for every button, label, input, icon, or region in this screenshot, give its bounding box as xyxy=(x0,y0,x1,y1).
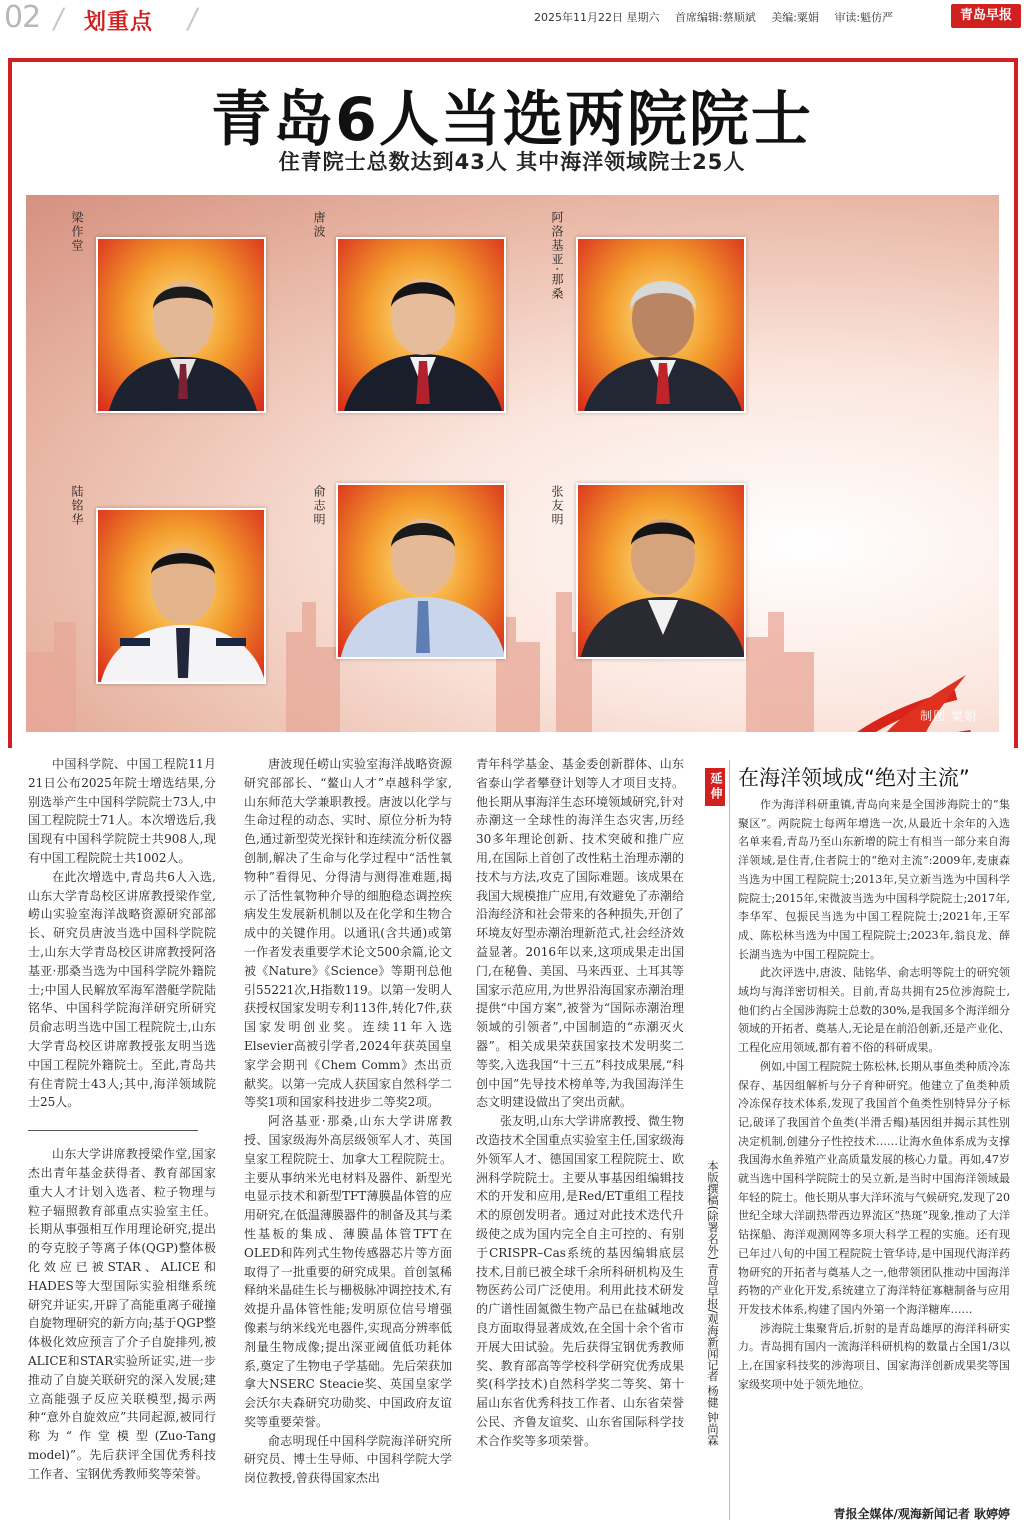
frame-top xyxy=(8,58,1018,62)
sidebar-byline: 青报全媒体/观海新闻记者 耿婷婷 xyxy=(833,1507,1010,1521)
article-paragraph: 唐波现任崂山实验室海洋战略资源研究部部长、“鳌山人才”卓越科学家,山东师范大学兼职教授。唐波以化学与生命过程的动态、实时、原位分析为特色,通过新型荧光探针和连续流分析仪器创制,解决了生命与化学过程中“活性氧物种”看得见、分得清与测得准难题,揭示了活性氧物种介导的细胞稳态调控疾病发生发展新机制以及在化学和生物合成中的关键作用。以通讯(含共通)或第一作者发表重要学术论文500余篇,论文被《Nature》《Science》等期刊总他引55221次,H指数119。以第一发明人获授权国家发明专利113件,转化7件,获国家发明创业奖。连续11年入选Elsevier高被引学者,2024年获英国皇家学会期刊《Chem Comm》杰出贡献奖。以第一完成人获国家自然科学二等奖1项和国家科技进步二等奖2项。 xyxy=(244,757,452,1110)
feature-graphic xyxy=(26,195,999,732)
sidebar-divider xyxy=(729,760,730,1520)
person-silhouette-icon xyxy=(338,239,506,413)
sidebar-paragraph: 例如,中国工程院院士陈松林,长期从事鱼类种质冷冻保存、基因组解析与分子育种研究。他建立了鱼类种质冷冻保存技术体系,发现了我国首个鱼类性别特异分子标记,破译了我国首个鱼类(半滑舌鳎)基因组并揭示其性别决定机制,创建分子性控技术……让海水鱼体系成为支撑我国海水鱼养殖产业高质量发展的核心力量。再如,47岁就当选中国科学院院士的吴立新,是当时中国海洋领域最年轻的院士。他长期从事大洋环流与气候研究,发现了20世纪全球大洋副热带西边界流区“热斑”现象,推动了大洋钻探船、海洋观测网等多项大科学工程的实施。还有现已年过八旬的中国工程院院士管华诗,是中国现代海洋药物研究的开拓者与奠基人之一,他带领团队推动中国海洋药物的产业化开发,系统建立了海洋特征寡糖制备与应用开发技术体系,构建了国内外第一个海洋糖库…… xyxy=(738,1059,1010,1316)
chief-editor: 首席编辑:蔡顺斌 xyxy=(675,11,756,24)
portrait-liang-zuotang xyxy=(96,237,266,413)
newspaper-logo: 青岛早报 xyxy=(951,4,1021,28)
headline: 青岛6人当选两院院士 xyxy=(211,85,813,155)
portrait-tang-bo xyxy=(336,237,506,413)
subheadline: 住青院士总数达到43人 其中海洋领域院士25人 xyxy=(278,150,746,174)
portrait-arokia-nathan xyxy=(576,237,746,413)
sidebar-title: 在海洋领域成“绝对主流” xyxy=(738,766,970,790)
portrait-yu-zhiming xyxy=(336,483,506,659)
person-silhouette-icon xyxy=(338,485,506,659)
portrait-zhang-youming xyxy=(576,483,746,659)
masthead xyxy=(0,0,1024,38)
person-silhouette-icon xyxy=(98,239,266,413)
article-paragraph: 中国科学院、中国工程院11月21日公布2025年院士增选结果,分别选举产生中国科学院院士73人,中国工程院院士71人。本次增选后,我国现有中国科学院院士共908人,现有中国工程院院士共1002人。 xyxy=(28,757,216,865)
person-silhouette-icon xyxy=(578,485,746,659)
person-silhouette-icon xyxy=(98,510,266,684)
article-column-2 xyxy=(244,755,452,1488)
divider-slash: / xyxy=(185,2,201,35)
portrait-lu-minghua xyxy=(96,508,266,684)
article-paragraph: 张友明,山东大学讲席教授、微生物改造技术全国重点实验室主任,国家级海外领军人才、德国国家工程院院士、欧洲科学院院士。主要从事基因组编辑技术的开发和应用,是Red/ET重组工程技术的原创发明者。通过对此技术迭代升级使之成为国内完全自主可控的、有别于CRISPR–Cas系统的基因编辑底层技术,目前已被全球千余所科研机构及生物医药公司广泛使用。利用此技术研发的广谱性固氮微生物产品已在盐碱地改良方面取得显著成效,在全国十余个省市开展大田试验。先后获得宝钢优秀教师奖、教育部高等学校科学研究优秀成果奖(科学技术)自然科学奖二等奖、第十届山东省优秀科技工作者、山东省荣誉公民、齐鲁友谊奖、山东省国际科学技术合作奖等多项荣誉。 xyxy=(476,1114,684,1448)
article-paragraph: 山东大学讲席教授梁作堂,国家杰出青年基金获得者、教育部国家重大人才计划入选者、粒子物理与粒子辐照教育部重点实验室主任。长期从事强相互作用理论研究,提出的夸克胶子等离子体(QGP)整体极化效应已被STAR、ALICE和HADES等大型国际实验相继系统研究并证实,开辟了高能重离子碰撞自旋物理研究的新方向;基于QGP整体极化效应预言了介子自旋排列,被ALICE和STAR实验所证实,进一步推动了自旋关联研究的深入发展;建立高能强子反应关联模型,揭示两种“意外自旋效应”共同起源,被同行称为“作堂模型(Zuo-Tang model)”。先后获评全国优秀科技工作者、宝钢优秀教师奖等荣誉。 xyxy=(28,1147,216,1481)
name-label-arokia-nathan: 阿洛基亚·那桑 xyxy=(550,211,564,301)
article-column-1 xyxy=(28,755,216,1483)
name-label-lu-minghua: 陆铭华 xyxy=(70,485,84,527)
name-label-liang-zuotang: 梁作堂 xyxy=(70,211,84,253)
article-paragraph: 在此次增选中,青岛共6人入选,山东大学青岛校区讲席教授梁作堂,崂山实验室海洋战略资源研究部部长、研究员唐波当选中国科学院院士,山东大学青岛校区讲席教授阿洛基亚·那桑当选为中国科学院外籍院士;中国人民解放军海军潜艇学院陆铭华、中国科学院海洋研究所研究员俞志明当选中国工程院院士,山东大学青岛校区讲席教授张友明当选中国工程院外籍院士。至此,青岛共有住青院士43人;其中,海洋领域院士25人。 xyxy=(28,869,216,1110)
sidebar-body xyxy=(738,796,1010,1395)
column-divider xyxy=(28,1130,198,1131)
graphic-credit: 制图 粟娟 xyxy=(920,709,977,723)
section-name: 划重点 xyxy=(84,10,154,35)
article-paragraph: 青年科学基金、基金委创新群体、山东省泰山学者攀登计划等人才项目支持。他长期从事海洋生态环境领域研究,针对赤潮这一全球性的海洋生态灾害,历经30多年理论创新、技术突破和推广应用,在国际上首创了改性粘土治理赤潮的技术与方法,攻克了国际难题。该成果在我国大规模推广应用,有效避免了赤潮给沿海经济和社会带来的各种损失,开创了环境友好型赤潮治理新范式,社会经济效益显著。2016年以来,这项成果走出国门,在秘鲁、美国、马来西亚、土耳其等国家示范应用,为世界沿海国家赤潮治理提供“中国方案”,被誉为“国际赤潮治理领域的引领者”,中国制造的“赤潮灭火器”。相关成果荣获国家技术发明奖二等奖,入选我国“十三五”科技成果展,“科创中国”先导技术榜单等,为我国海洋生态文明建设做出了突出贡献。 xyxy=(476,757,684,1110)
proofreader: 审读:魁仿严 xyxy=(834,11,894,24)
divider-slash: / xyxy=(51,2,67,35)
art-editor: 美编:粟娟 xyxy=(771,11,819,24)
sidebar-paragraph: 涉海院士集聚背后,折射的是青岛雄厚的海洋科研实力。青岛拥有国内一流海洋科研机构的数量占全国1/3以上,在国家科技奖的涉海项目、国家海洋创新成果奖等国家级奖项中处于领先地位。 xyxy=(738,1321,1010,1391)
article-paragraph: 俞志明现任中国科学院海洋研究所研究员、博士生导师、中国科学院大学岗位教授,曾获得国家杰出 xyxy=(244,1433,452,1486)
article-paragraph: 阿洛基亚·那桑,山东大学讲席教授、国家级海外高层级领军人才、英国皇家工程院院士、加拿大工程院院士。主要从事纳米光电材料及器件、新型光电显示技术和新型TFT薄膜晶体管的应用研究,在低温薄膜器件的制备及其与柔性基板的集成、薄膜晶体管TFT在OLED和阵列式生物传感器芯片等方面取得了一批重要的研究成果。首创氢稀释纳米晶硅生长与栅极脉冲调控技术,有效提升晶体管性能;发明原位信号增强像素与纳米线光电器件,实现高分辨率低剂量生物成像;提出深亚阈值低功耗体系,奠定了生物电子学基础。先后荣获加拿大NSERC Steacie奖、英国皇家学会沃尔夫森研究功勋奖、中国政府友谊奖等重要荣誉。 xyxy=(244,1114,452,1429)
name-label-yu-zhiming: 俞志明 xyxy=(312,485,326,527)
vertical-byline: 本版撰稿(除署名外) 青岛早报/观海新闻记者 杨健 钟尚霖 xyxy=(706,1160,720,1446)
masthead-meta xyxy=(534,9,905,25)
person-silhouette-icon xyxy=(578,239,746,413)
extend-tag: 延伸 xyxy=(705,768,725,806)
issue-date: 2025年11月22日 星期六 xyxy=(534,11,660,24)
page-number: 02 xyxy=(4,0,41,35)
article-column-3 xyxy=(476,755,684,1450)
name-label-zhang-youming: 张友明 xyxy=(550,485,564,527)
sidebar-paragraph: 作为海洋科研重镇,青岛向来是全国涉海院士的“集聚区”。两院院士每两年增选一次,从最近十余年的入选名单来看,青岛乃至山东新增的院士有相当一部分来自海洋领域,是住青,住者院士的“绝对主流”:2009年,麦康森当选为中国工程院院士;2013年,吴立新当选为中国科学院院士;2015年,宋微波当选为中国科学院院士;2017年,李华军、包振民当选为中国工程院院士;2021年,王军成、陈松林当选为中国工程院院士;2023年,翁良龙、薛长湖当选为中国工程院院士。 xyxy=(738,798,1010,961)
sidebar-paragraph: 此次评选中,唐波、陆铭华、俞志明等院士的研究领域均与海洋密切相关。目前,青岛共拥有25位涉海院士,他们约占全国涉海院士总数的30%,是我国多个海洋细分领域的开拓者、奠基人,无论是在前沿创新,还是产业化、工程化应用领域,都有着不俗的科研成果。 xyxy=(738,966,1010,1055)
name-label-tang-bo: 唐波 xyxy=(312,211,326,239)
